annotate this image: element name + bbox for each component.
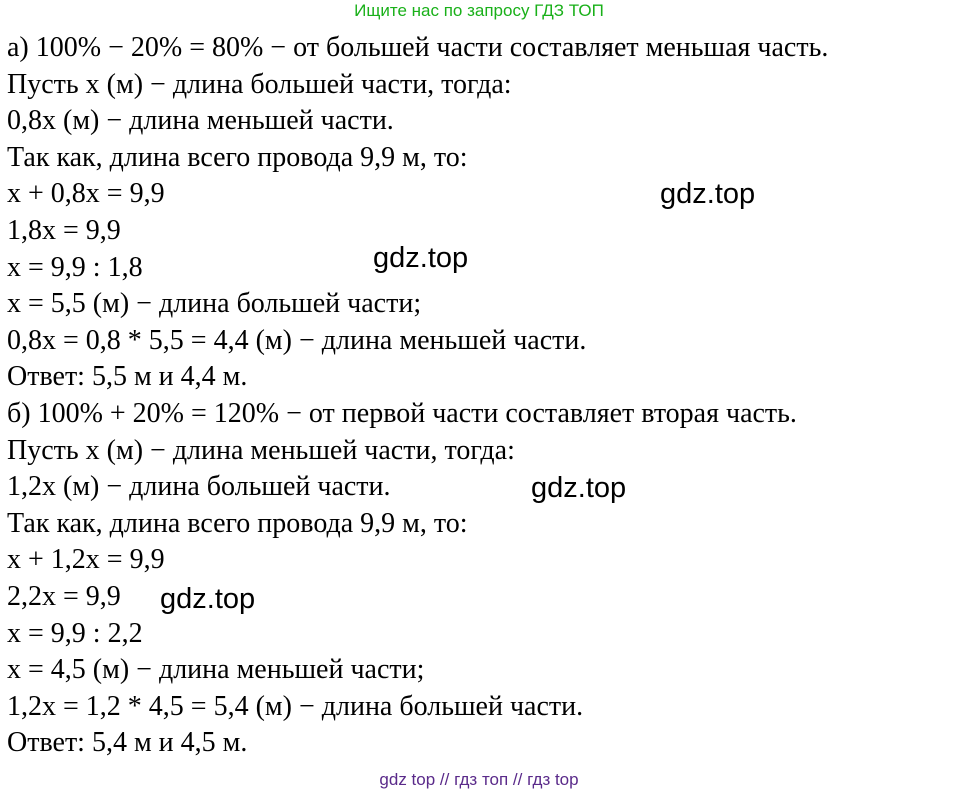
solution-line: х = 4,5 (м) − длина меньшей части; [7,654,425,686]
solution-line: 1,2х = 1,2 * 4,5 = 5,4 (м) − длина большей части. [7,690,584,722]
solution-line: х + 0,8х = 9,9 [7,178,165,210]
solution-line: Так как, длина всего провода 9,9 м, то: [7,141,468,173]
solution-line: 0,8х = 0,8 * 5,5 = 4,4 (м) − длина меньшей части. [7,324,587,356]
search-hint-header: Ищите нас по запросу ГДЗ ТОП [354,1,604,20]
solution-line: Так как, длина всего провода 9,9 м, то: [7,507,468,539]
solution-line: 0,8х (м) − длина меньшей части. [7,105,394,137]
solution-line: х = 9,9 : 1,8 [7,251,143,283]
solution-line: Ответ: 5,4 м и 4,5 м. [7,727,248,759]
watermark: gdz.top [660,178,756,210]
footer-links: gdz top // гдз топ // гдз top [379,770,579,789]
solution-line: а) 100% − 20% = 80% − от большей части составляет меньшая часть. [7,32,829,63]
solution-text [7,30,952,762]
solution-line: б) 100% + 20% = 120% − от первой части составляет вторая часть. [7,397,797,429]
watermark: gdz.top [373,242,469,274]
watermark: gdz.top [531,472,627,504]
solution-line: х = 9,9 : 2,2 [7,617,143,649]
solution-line: 2,2х = 9,9 [7,580,121,612]
solution-line: 1,8х = 9,9 [7,214,121,246]
solution-line: х = 5,5 (м) − длина большей части; [7,288,422,320]
watermark: gdz.top [160,583,256,615]
solution-line: х + 1,2х = 9,9 [7,544,165,576]
solution-line: Пусть х (м) − длина большей части, тогда: [7,68,512,100]
solution-line: 1,2х (м) − длина большей части. [7,471,391,503]
solution-line: Пусть х (м) − длина меньшей части, тогда: [7,434,515,466]
solution-line: Ответ: 5,5 м и 4,4 м. [7,361,248,393]
